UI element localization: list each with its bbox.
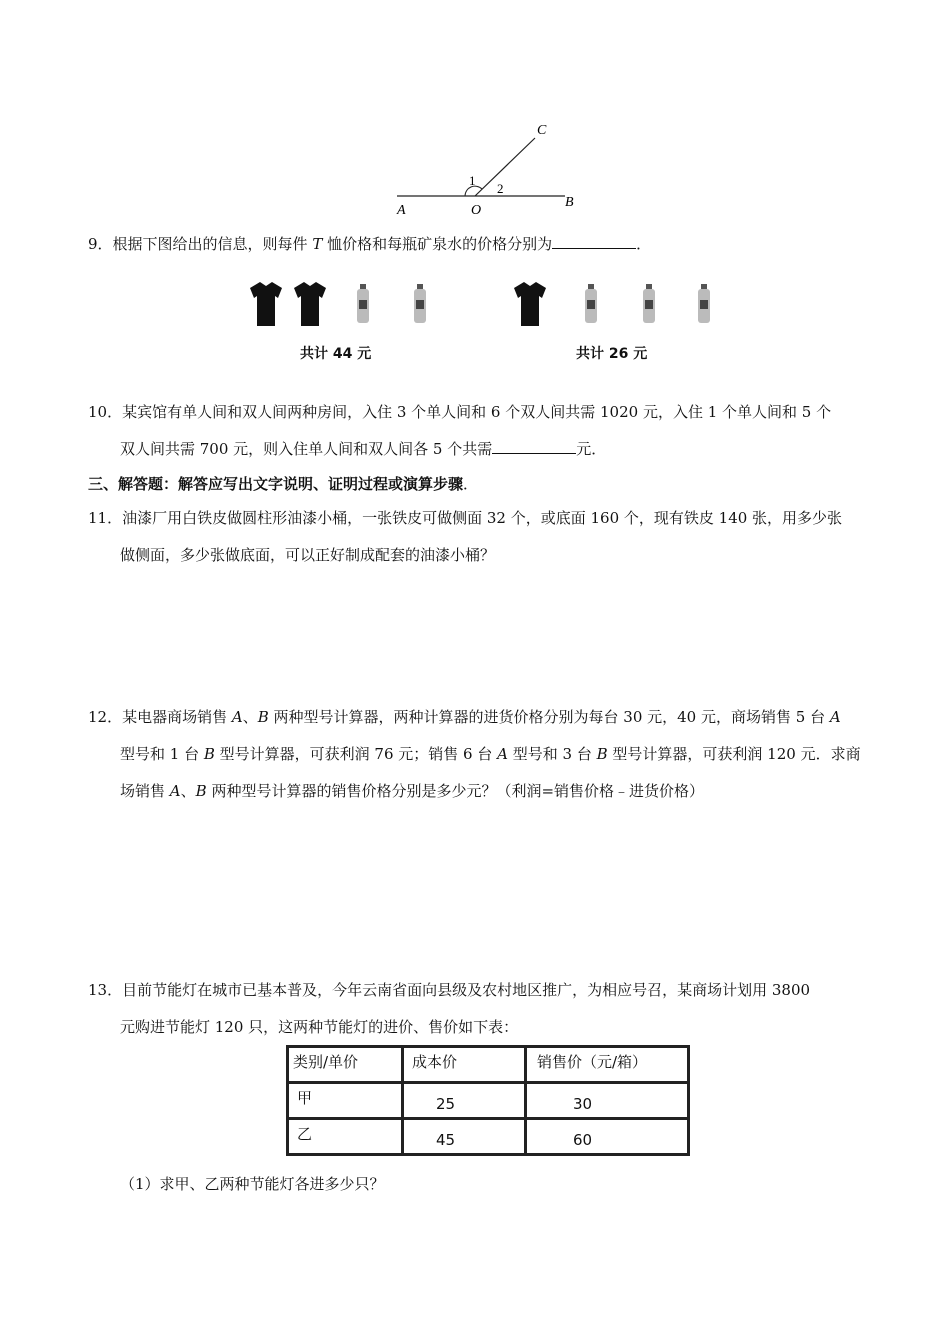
table-header-cell: 销售价（元/箱） <box>526 1047 689 1083</box>
q10-text-before: 双人间共需 700 元，则入住单人间和双人间各 5 个共需 <box>120 440 493 458</box>
q9-answer-blank[interactable] <box>552 234 636 249</box>
table-cell-type: 甲 <box>288 1083 403 1119</box>
q12-text: 两种型号计算器，两种计算器的进货价格分别为每台 30 元，40 元，商场销售 5 台 <box>268 708 830 726</box>
section-3-heading <box>88 473 478 494</box>
price-table <box>286 1045 690 1156</box>
q9-group-2-picture <box>510 280 720 330</box>
q12-text: 两种型号计算器的销售价格分别是多少元？（利润=销售价格﹣进货价格） <box>206 782 705 800</box>
question-13-line-1: 13．目前节能灯在城市已基本普及，今年云南省面向县级及农村地区推广，为相应号召，某商场计划用 3800 <box>88 981 811 999</box>
q12-var-a: A <box>497 745 508 763</box>
q9-group-2-total: 共计 26 元 <box>576 346 648 362</box>
label-point-o: O <box>471 203 482 218</box>
table-header-cell: 成本价 <box>403 1047 526 1083</box>
water-bottle-icon <box>357 284 369 323</box>
q12-var-b: B <box>257 708 269 726</box>
q12-text: 型号和 3 台 <box>507 745 597 763</box>
q12-text: 型号和 1 台 <box>120 745 204 763</box>
table-cell-cost: 45 <box>403 1119 526 1155</box>
q12-text: 型号计算器，可获利润 76 元；销售 6 台 <box>214 745 498 763</box>
ray-oc <box>475 138 535 196</box>
q12-text: 12．某电器商场销售 <box>88 708 232 726</box>
label-point-c: C <box>537 123 547 138</box>
q12-var-a: A <box>169 782 181 800</box>
question-13-sub-1: （1）求甲、乙两种节能灯各进多少只？ <box>120 1175 385 1193</box>
q9-end: ． <box>636 235 652 253</box>
question-12-line-2 <box>120 743 861 764</box>
water-bottle-icon <box>698 284 710 323</box>
table-header-cell: 类别/单价 <box>288 1047 403 1083</box>
q9-group-1-total: 共计 44 元 <box>300 346 372 362</box>
water-bottle-icon <box>643 284 655 323</box>
question-11-line-1: 11．油漆厂用白铁皮做圆柱形油漆小桶，一张铁皮可做侧面 32 个，或底面 160 个，现有铁皮 140 张，用多少张 <box>88 509 843 527</box>
q10-text-after: 元． <box>576 440 607 458</box>
question-11-line-2: 做侧面，多少张做底面，可以正好制成配套的油漆小桶？ <box>120 546 496 564</box>
q10-answer-blank[interactable] <box>492 439 576 454</box>
angle-figure <box>385 118 585 220</box>
q9-text-main: 根据下图给出的信息，则每件 <box>112 235 313 253</box>
question-13-line-2: 元购进节能灯 120 只，这两种节能灯的进价、售价如下表： <box>120 1018 519 1036</box>
table-row <box>288 1083 689 1119</box>
label-angle-1: 1 <box>469 173 476 188</box>
q12-text: 型号计算器，可获利润 120 元．求商 <box>607 745 861 763</box>
question-12-line-1 <box>88 706 841 727</box>
question-10-line-2 <box>120 438 606 459</box>
q12-var-b: B <box>596 745 608 763</box>
q12-text: 、 <box>242 708 258 726</box>
table-row <box>288 1119 689 1155</box>
tshirt-icon <box>250 282 282 326</box>
section-3-title: 三、解答题：解答应写出文字说明、证明过程或演算步骤 <box>88 475 464 493</box>
tshirt-icon <box>294 282 326 326</box>
table-cell-cost: 25 <box>403 1083 526 1119</box>
question-12-line-3 <box>120 780 704 801</box>
label-point-a: A <box>397 203 406 218</box>
table-header-row <box>288 1047 689 1083</box>
q9-text-before: 9． <box>88 235 113 253</box>
water-bottle-icon <box>414 284 426 323</box>
question-9 <box>88 233 651 254</box>
q12-var-a: A <box>231 708 243 726</box>
q12-var-b: B <box>203 745 215 763</box>
q9-text-after: 恤价格和每瓶矿泉水的价格分别为 <box>322 235 553 253</box>
label-angle-2: 2 <box>497 181 504 196</box>
q9-italic-t: T <box>312 235 323 253</box>
question-10-line-1: 10．某宾馆有单人间和双人间两种房间，入住 3 个单人间和 6 个双人间共需 1020 元，入住 1 个单人间和 5 个 <box>88 403 832 421</box>
label-point-b: B <box>565 195 574 210</box>
water-bottle-icon <box>585 284 597 323</box>
q12-text: 、 <box>180 782 196 800</box>
table-cell-price: 30 <box>526 1083 689 1119</box>
table-cell-price: 60 <box>526 1119 689 1155</box>
q12-var-b: B <box>195 782 207 800</box>
q9-group-1-picture <box>244 280 444 330</box>
section-3-end: ． <box>463 475 479 493</box>
q12-text: 场销售 <box>120 782 170 800</box>
table-cell-type: 乙 <box>288 1119 403 1155</box>
tshirt-icon <box>514 282 546 326</box>
q12-var-a: A <box>829 708 841 726</box>
